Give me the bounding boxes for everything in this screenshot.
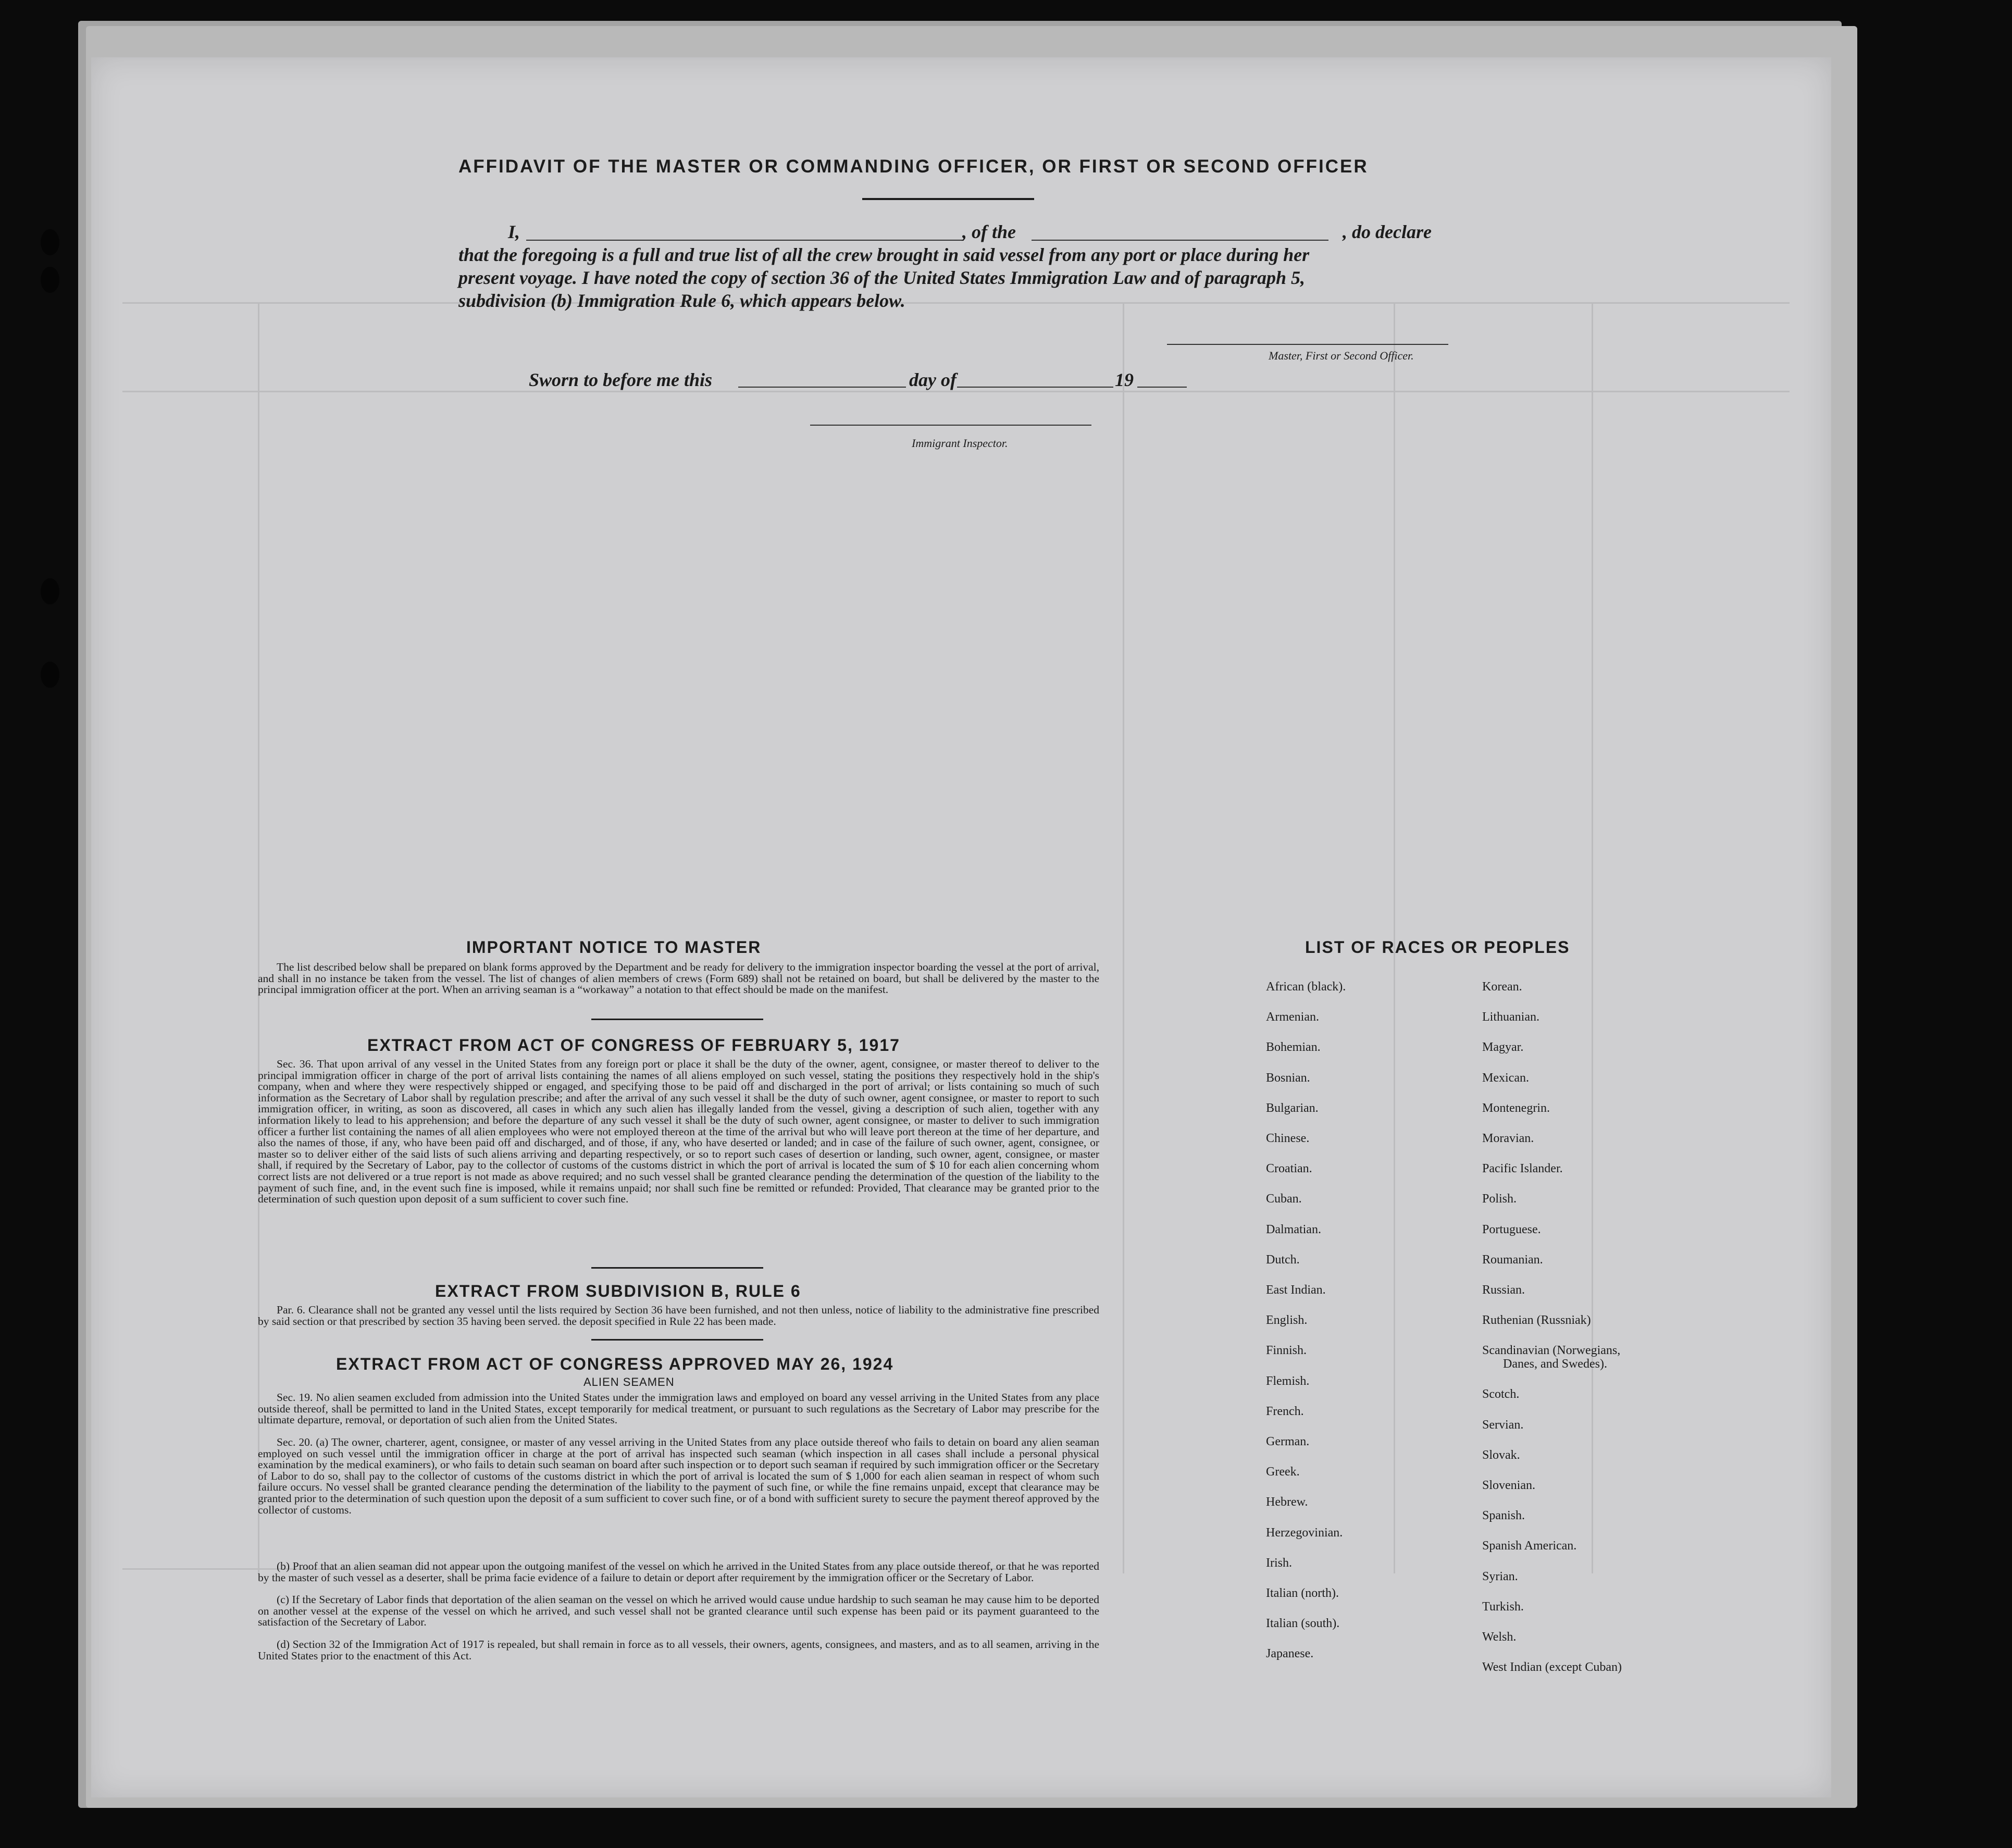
race-item: Spanish. bbox=[1482, 1509, 1525, 1523]
race-item: Finnish. bbox=[1266, 1344, 1307, 1358]
race-item: Japanese. bbox=[1266, 1647, 1314, 1661]
section-divider bbox=[591, 1019, 763, 1020]
race-item: Mexican. bbox=[1482, 1071, 1529, 1085]
act-1924-sec19: Sec. 19. No alien seamen excluded from admission into the United States under the immigration laws and employed on board any vessel arriving in the United States from any place outside thereof, shall be permitted to land in the United States, except temporarily for medical treatment, or pursuant to such regulations as the Secretary of Labor may prescribe for the ultimate departure, removal, or deportation of such alien from the United States. bbox=[258, 1391, 1099, 1427]
master-signature-line[interactable] bbox=[1167, 344, 1448, 345]
race-item: Portuguese. bbox=[1482, 1222, 1541, 1236]
races-right-column bbox=[1482, 972, 1622, 1682]
act-1924-sec20c: (c) If the Secretary of Labor finds that deportation of the alien seaman on the vessel on which he arrived would cause undue hardship to such seaman he may cause him to be deported on another vessel at the expense of the vessel on which he arrived, and such vessel shall not be granted clearance until such expense has been paid or its payment guaranteed to the satisfaction of the Secretary of Labor. bbox=[258, 1593, 1099, 1629]
inspector-caption: Immigrant Inspector. bbox=[912, 437, 1008, 450]
race-item: Bulgarian. bbox=[1266, 1101, 1319, 1115]
affidavit-line-1c: , do declare bbox=[1343, 221, 1432, 242]
affidavit-title: AFFIDAVIT OF THE MASTER OR COMMANDING OFFICER, OR FIRST OR SECOND OFFICER bbox=[458, 156, 1369, 177]
race-item: Irish. bbox=[1266, 1556, 1292, 1570]
rule-6-title: EXTRACT FROM SUBDIVISION B, RULE 6 bbox=[435, 1282, 801, 1300]
race-item: Ruthenian (Russniak) bbox=[1482, 1313, 1591, 1328]
race-item: East Indian. bbox=[1266, 1283, 1326, 1297]
race-item: Dutch. bbox=[1266, 1252, 1300, 1267]
race-item: Slovenian. bbox=[1482, 1479, 1535, 1493]
race-item: Spanish American. bbox=[1482, 1539, 1577, 1553]
notice-text: The list described below shall be prepared on blank forms approved by the Department and be ready for delivery to the immigration inspector boarding the vessel at the port of arrival, and shall in no instance be taken from the vessel. The list of changes of alien members of crews (Form 689) shall not be retained on board, but shall be delivered by the master to the principal immigration officer at the port. When an arriving seaman is a “workaway” a notation to that effect should be made on the manifest. bbox=[258, 961, 1099, 996]
race-item: Greek. bbox=[1266, 1465, 1300, 1479]
act-1924-sec20a: Sec. 20. (a) The owner, charterer, agent, consignee, or master of any vessel arriving in the United States from any place outside thereof who fails to detain on board any alien seaman employed on such vessel until the immigration officer in charge at the port of arrival has inspected such seaman (which inspection in all cases shall include a personal physical examination by the medical examiners), or who fails to detain such seaman on board after such inspection or to deport such seaman if required by such immigration officer or the Secretary of Labor to do so, shall pay to the collector of customs of the customs district in which the port of arrival is located the sum of $ 1,000 for each alien seaman in respect of whom such failure occurs. No vessel shall be granted clearance pending the determination of the liability to the payment of such fine, or while the fine remains unpaid, except that clearance may be granted prior to the determination of such question upon the deposit of a sum sufficient to cover such fine, or of a bond with sufficient surety to secure the payment thereof approved by the collector of customs. bbox=[258, 1436, 1099, 1516]
race-item: Russian. bbox=[1482, 1283, 1525, 1297]
race-item: Flemish. bbox=[1266, 1374, 1310, 1388]
race-item: Syrian. bbox=[1482, 1569, 1518, 1583]
affidavit-line-2: that the foregoing is a full and true list of all the crew brought in said vessel from any port or place during her bbox=[458, 244, 1310, 265]
vessel-blank[interactable] bbox=[1032, 240, 1328, 241]
race-item: Montenegrin. bbox=[1482, 1101, 1550, 1115]
section-divider bbox=[591, 1267, 763, 1269]
bleed-through-rule bbox=[1123, 302, 1124, 1573]
sworn-text-a: Sworn to before me this bbox=[529, 369, 713, 390]
race-item: Croatian. bbox=[1266, 1162, 1312, 1176]
affidavit-line-1a: I, bbox=[508, 221, 520, 242]
race-item: Roumanian. bbox=[1482, 1252, 1543, 1267]
race-item: Lithuanian. bbox=[1482, 1010, 1539, 1024]
affidavit-line-1b: , of the bbox=[962, 221, 1016, 242]
title-divider bbox=[862, 198, 1034, 200]
race-item: Pacific Islander. bbox=[1482, 1162, 1563, 1176]
races-title: LIST OF RACES OR PEOPLES bbox=[1305, 938, 1570, 957]
month-blank[interactable] bbox=[957, 387, 1113, 388]
binder-hole bbox=[41, 267, 59, 293]
race-item: Welsh. bbox=[1482, 1630, 1517, 1644]
race-item: Polish. bbox=[1482, 1192, 1517, 1206]
act-1924-title: EXTRACT FROM ACT OF CONGRESS APPROVED MAY 26, 1924 bbox=[336, 1355, 894, 1373]
race-item: English. bbox=[1266, 1313, 1308, 1328]
act-1924-sec20d: (d) Section 32 of the Immigration Act of 1917 is repealed, but shall remain in force as to all vessels, their owners, agents, consignees, and masters, and as to all seamen, arriving in the United States prior to the enactment of this Act. bbox=[258, 1638, 1099, 1662]
race-item: African (black). bbox=[1266, 980, 1346, 994]
race-item: Bohemian. bbox=[1266, 1040, 1321, 1055]
race-item: Danes, and Swedes). bbox=[1503, 1357, 1607, 1371]
race-item: Herzegovinian. bbox=[1266, 1525, 1343, 1540]
act-1924-sec20b: (b) Proof that an alien seaman did not appear upon the outgoing manifest of the vessel on which he arrived in the United States from any place outside thereof, or that he was reported by the master of such vessel as a deserter, shall be prima facie evidence of a failure to detain or deport after requirement by the immigration officer or the Secretary of Labor. bbox=[258, 1560, 1099, 1584]
bleed-through-rule bbox=[122, 391, 1790, 392]
race-item: Italian (north). bbox=[1266, 1586, 1339, 1601]
inspector-signature-line[interactable] bbox=[810, 425, 1091, 426]
race-item: West Indian (except Cuban) bbox=[1482, 1660, 1622, 1675]
race-item: Cuban. bbox=[1266, 1192, 1302, 1206]
affidavit-line-4: subdivision (b) Immigration Rule 6, which appears below. bbox=[458, 290, 905, 311]
master-caption: Master, First or Second Officer. bbox=[1269, 349, 1414, 362]
bleed-through-rule bbox=[258, 302, 259, 1573]
race-item: French. bbox=[1266, 1404, 1304, 1418]
race-item: Korean. bbox=[1482, 980, 1522, 994]
race-item: Dalmatian. bbox=[1266, 1222, 1321, 1236]
race-item: Bosnian. bbox=[1266, 1071, 1310, 1085]
binder-hole bbox=[41, 229, 59, 255]
rule-6-text: Par. 6. Clearance shall not be granted any vessel until the lists required by Section 36 have been furnished, and not then unless, notice of liability to the administrative fine prescribed by said section or that prescribed by section 35 having been served. the deposit specified in Rule 22 has been made. bbox=[258, 1304, 1099, 1328]
act-1917-text: Sec. 36. That upon arrival of any vessel in the United States from any foreign port or place it shall be the duty of the owner, agent, consignee, or master thereof to deliver to the principal immigration officer in charge of the port of arrival lists containing the names of all aliens employed on such vessel, stating the positions they respectively hold in the ship's company, when and where they were respectively shipped or engaged, and specifying those to be paid off and discharged in the port of arrival; or lists containing so much of such information as the Secretary of Labor shall by regulation prescribe; and after the arrival of any such vessel it shall be the duty of such owner, agent consignee, or master to report to such immigration officer, in writing, as soon as discovered, all cases in which any such alien has illegally landed from the vessel, giving a description of such alien, together with any information likely to lead to his apprehension; and before the departure of any such vessel it shall be the duty of such owner, agent consignee, or master to deliver to such immigration officer a further list containing the names of all alien employees who were not employed thereon at the time of the arrival but who will leave port thereon at the time of her departure, and also the names of those, if any, who have been paid off and discharged, and of those, if any, who have deserted or landed; and in case of the failure of such owner, agent, consignee, or master so to deliver either of the said lists of such aliens arriving and departing respectively, or so to report such cases of desertion or landing, such owner, agent, consignee, or master shall, if required by the Secretary of Labor, pay to the collector of customs of the customs district in which the port of arrival is located the sum of $ 10 for each alien concerning whom correct lists are not delivered or a true report is not made as above required; and no such vessel shall be granted clearance pending the determination of the question of the liability to the payment of such fine, and, in the event such fine is imposed, while it remains unpaid; nor shall such fine be remitted or refunded: Provided, That clearance may be granted prior to the determination of such question upon deposit of a sum sufficient to cover such fine. bbox=[258, 1058, 1099, 1206]
binder-hole bbox=[41, 578, 59, 604]
year-blank[interactable] bbox=[1137, 387, 1187, 388]
day-blank[interactable] bbox=[738, 387, 906, 388]
race-item: Scandinavian (Norwegians, bbox=[1482, 1344, 1621, 1358]
race-item: German. bbox=[1266, 1435, 1310, 1449]
section-divider bbox=[591, 1339, 763, 1341]
act-1924-subtitle: ALIEN SEAMEN bbox=[583, 1375, 675, 1388]
manifest-sheet bbox=[91, 57, 1831, 1797]
affidavit-line-3: present voyage. I have noted the copy of section 36 of the United States Immigration Law and of paragraph 5, bbox=[458, 267, 1305, 288]
race-item: Moravian. bbox=[1482, 1132, 1534, 1146]
name-blank[interactable] bbox=[526, 240, 964, 241]
race-item: Chinese. bbox=[1266, 1132, 1310, 1146]
race-item: Slovak. bbox=[1482, 1448, 1520, 1462]
race-item: Servian. bbox=[1482, 1418, 1524, 1432]
sworn-text-c: 19 bbox=[1115, 369, 1134, 390]
race-item: Scotch. bbox=[1482, 1387, 1520, 1401]
races-left-column bbox=[1266, 972, 1346, 1669]
race-item: Hebrew. bbox=[1266, 1495, 1308, 1509]
binder-hole bbox=[41, 662, 59, 688]
race-item: Magyar. bbox=[1482, 1040, 1524, 1055]
sworn-text-b: day of bbox=[909, 369, 957, 390]
act-1917-title: EXTRACT FROM ACT OF CONGRESS OF FEBRUARY 5, 1917 bbox=[367, 1036, 900, 1055]
race-item: Turkish. bbox=[1482, 1599, 1524, 1614]
race-item: Italian (south). bbox=[1266, 1617, 1340, 1631]
race-item: Armenian. bbox=[1266, 1010, 1319, 1024]
bleed-through-rule bbox=[122, 302, 1790, 304]
notice-title: IMPORTANT NOTICE TO MASTER bbox=[466, 938, 762, 957]
